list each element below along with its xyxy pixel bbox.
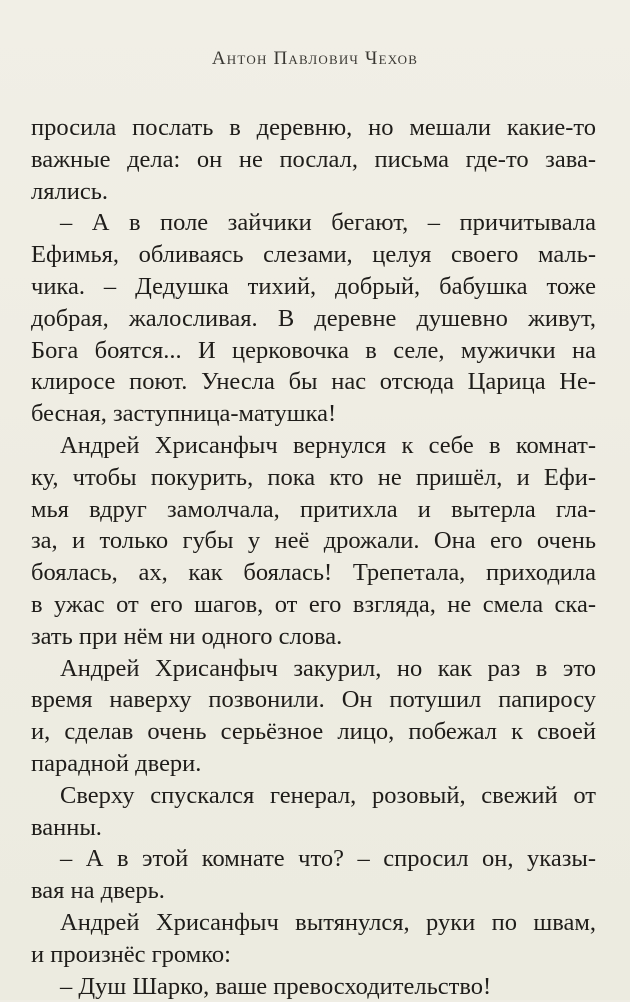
text-line: зать при нём ни одного слова. [31,622,343,650]
text-line: вая на дверь. [31,877,165,905]
text-line: важные дела: он не послал, письма где-то зава- [31,145,596,173]
text-line: и, сделав очень серьёзное лицо, побежал к своей [31,718,596,746]
text-line: лялись. [31,177,109,205]
text-line: – А в поле зайчики бегают, – причитывала [60,209,596,237]
text-line: Сверху спускался генерал, розовый, свежий от [60,781,596,809]
text-line: ку, чтобы покурить, пока кто не пришёл, и Ефи- [31,463,596,491]
text-line: в ужас от его шагов, от его взгляда, не смела ска- [31,590,596,618]
text-line: Андрей Хрисанфыч вернулся к себе в комнат- [60,431,596,459]
text-line: клиросе поют. Унесла бы нас отсюда Царица Не- [31,368,596,396]
text-line: – А в этой комнате что? – спросил он, указы- [60,845,596,873]
text-line: просила послать в деревню, но мешали какие-то [31,114,596,141]
text-line: Бога боятся... И церковочка в селе, мужички на [31,336,596,364]
text-line: парадной двери. [31,749,202,777]
text-line: – Душ Шарко, ваше превосходительство! [60,972,492,1000]
text-line: за, и только губы у неё дрожали. Она его очень [31,527,596,555]
text-line: чика. – Дедушка тихий, добрый, бабушка тоже [31,272,596,300]
text-line: время наверху позвонили. Он потушил папиросу [31,686,596,714]
text-line: добрая, жалосливая. В деревне душевно живут, [31,304,596,332]
text-line: бесная, заступница-матушка! [31,400,337,428]
text-line: и произнёс громко: [31,940,231,968]
text-line: Ефимья, обливаясь слезами, целуя своего маль- [31,241,596,269]
running-head: Антон Павлович Чехов [211,48,419,69]
text-line: мья вдруг замолчала, притихла и вытерла гла- [31,495,596,523]
text-line: Андрей Хрисанфыч закурил, но как раз в это [60,654,596,682]
text-line: боялась, ах, как боялась! Трепетала, приходила [31,559,596,587]
text-line: ванны. [31,813,102,841]
body-text [31,112,596,1002]
text-line: Андрей Хрисанфыч вытянулся, руки по швам, [60,908,596,936]
